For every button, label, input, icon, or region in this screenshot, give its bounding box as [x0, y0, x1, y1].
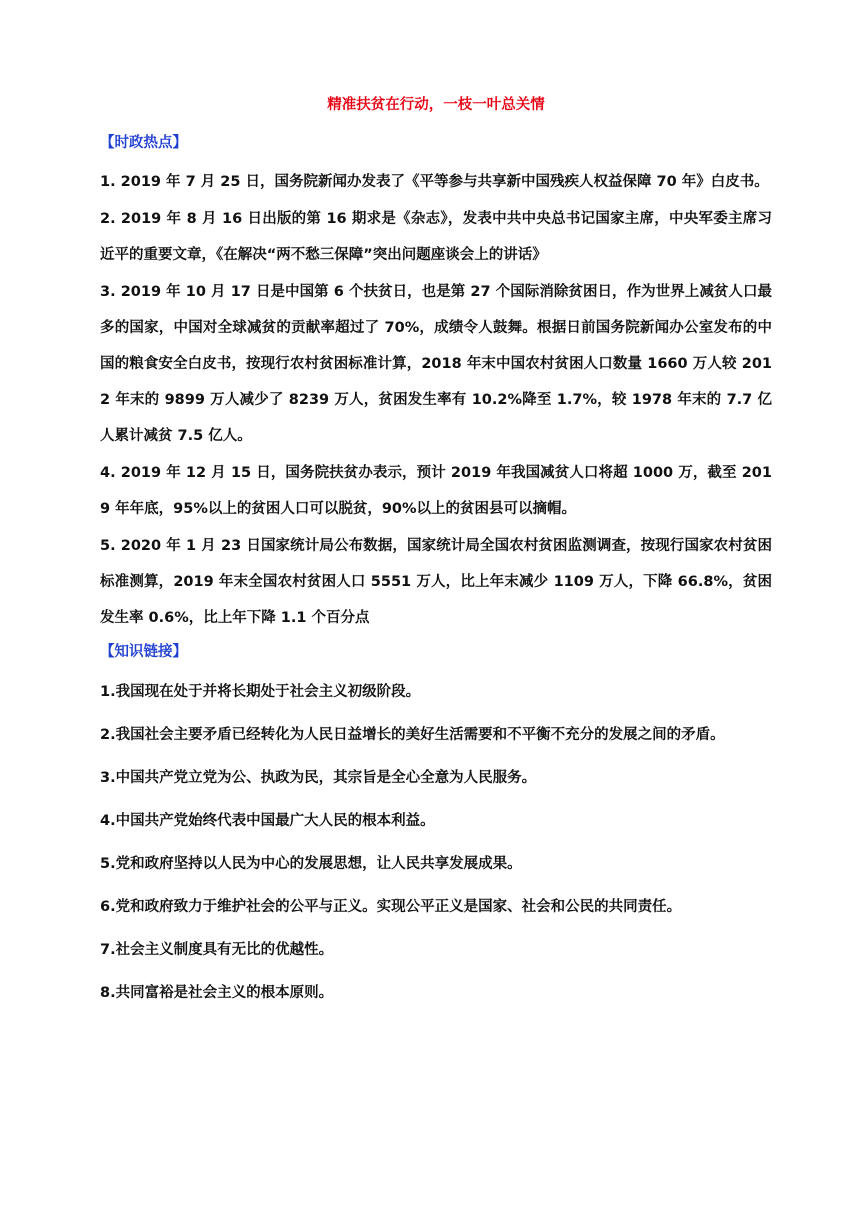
hot-topics-section [100, 132, 772, 636]
hot-topic-item-1: 1. 2019 年 7 月 25 日，国务院新闻办发表了《平等参与共享新中国残疾人权益保障 70 年》白皮书。 [100, 174, 769, 190]
knowledge-item-2: 2.我国社会主要矛盾已经转化为人民日益增长的美好生活需要和不平衡不充分的发展之间的矛盾。 [100, 727, 725, 743]
knowledge-item-6: 6.党和政府致力于维护社会的公平与正义。实现公平正义是国家、社会和公民的共同责任。 [100, 899, 682, 915]
knowledge-item-3: 3.中国共产党立党为公、执政为民，其宗旨是全心全意为人民服务。 [100, 770, 537, 786]
hot-topic-item-3: 3. 2019 年 10 月 17 日是中国第 6 个扶贫日，也是第 27 个国际消除贫困日，作为世界上减贫人口最多的国家，中国对全球减贫的贡献率超过了 70%，成绩令人鼓舞。根据日前国务院新闻办公室发布的中国的粮食安全白皮书，按现行农村贫困标准计算，2018 年末中国农村贫困人口数量 1660 万人较 2012 年末的 9899 万人减少了 8239 万人，贫困发生率有 10.2%降至 1.7%，较 1978 年末的 7.7 亿人累计减贫 7.5 亿人。 [100, 284, 772, 444]
knowledge-item-4: 4.中国共产党始终代表中国最广大人民的根本利益。 [100, 813, 435, 829]
knowledge-item-1: 1.我国现在处于并将长期处于社会主义初级阶段。 [100, 684, 421, 700]
knowledge-links-section [100, 641, 772, 1004]
knowledge-item-7: 7.社会主义制度具有无比的优越性。 [100, 942, 334, 958]
hot-topic-item-4: 4. 2019 年 12 月 15 日，国务院扶贫办表示，预计 2019 年我国减贫人口将超 1000 万，截至 2019 年年底，95%以上的贫困人口可以脱贫，90%以上的贫困县可以摘帽。 [100, 465, 772, 517]
document-title: 精准扶贫在行动，一枝一叶总关情 [327, 97, 545, 113]
hot-topic-item-2: 2. 2019 年 8 月 16 日出版的第 16 期求是《杂志》，发表中共中央总书记国家主席，中央军委主席习近平的重要文章，《在解决“两不愁三保障”突出问题座谈会上的讲话》 [100, 211, 772, 263]
knowledge-item-5: 5.党和政府坚持以人民为中心的发展思想，让人民共享发展成果。 [100, 856, 522, 872]
hot-topic-item-5: 5. 2020 年 1 月 23 日国家统计局公布数据，国家统计局全国农村贫困监测调查，按现行国家农村贫困标准测算，2019 年末全国农村贫困人口 5551 万人，比上年末减少 1109 万人，下降 66.8%，贫困发生率 0.6%，比上年下降 1.1 个百分点 [100, 538, 772, 626]
knowledge-links-heading: 【知识链接】 [100, 644, 187, 660]
document-page [100, 94, 772, 1025]
hot-topics-heading: 【时政热点】 [100, 135, 187, 151]
knowledge-item-8: 8.共同富裕是社会主义的根本原则。 [100, 985, 334, 1001]
